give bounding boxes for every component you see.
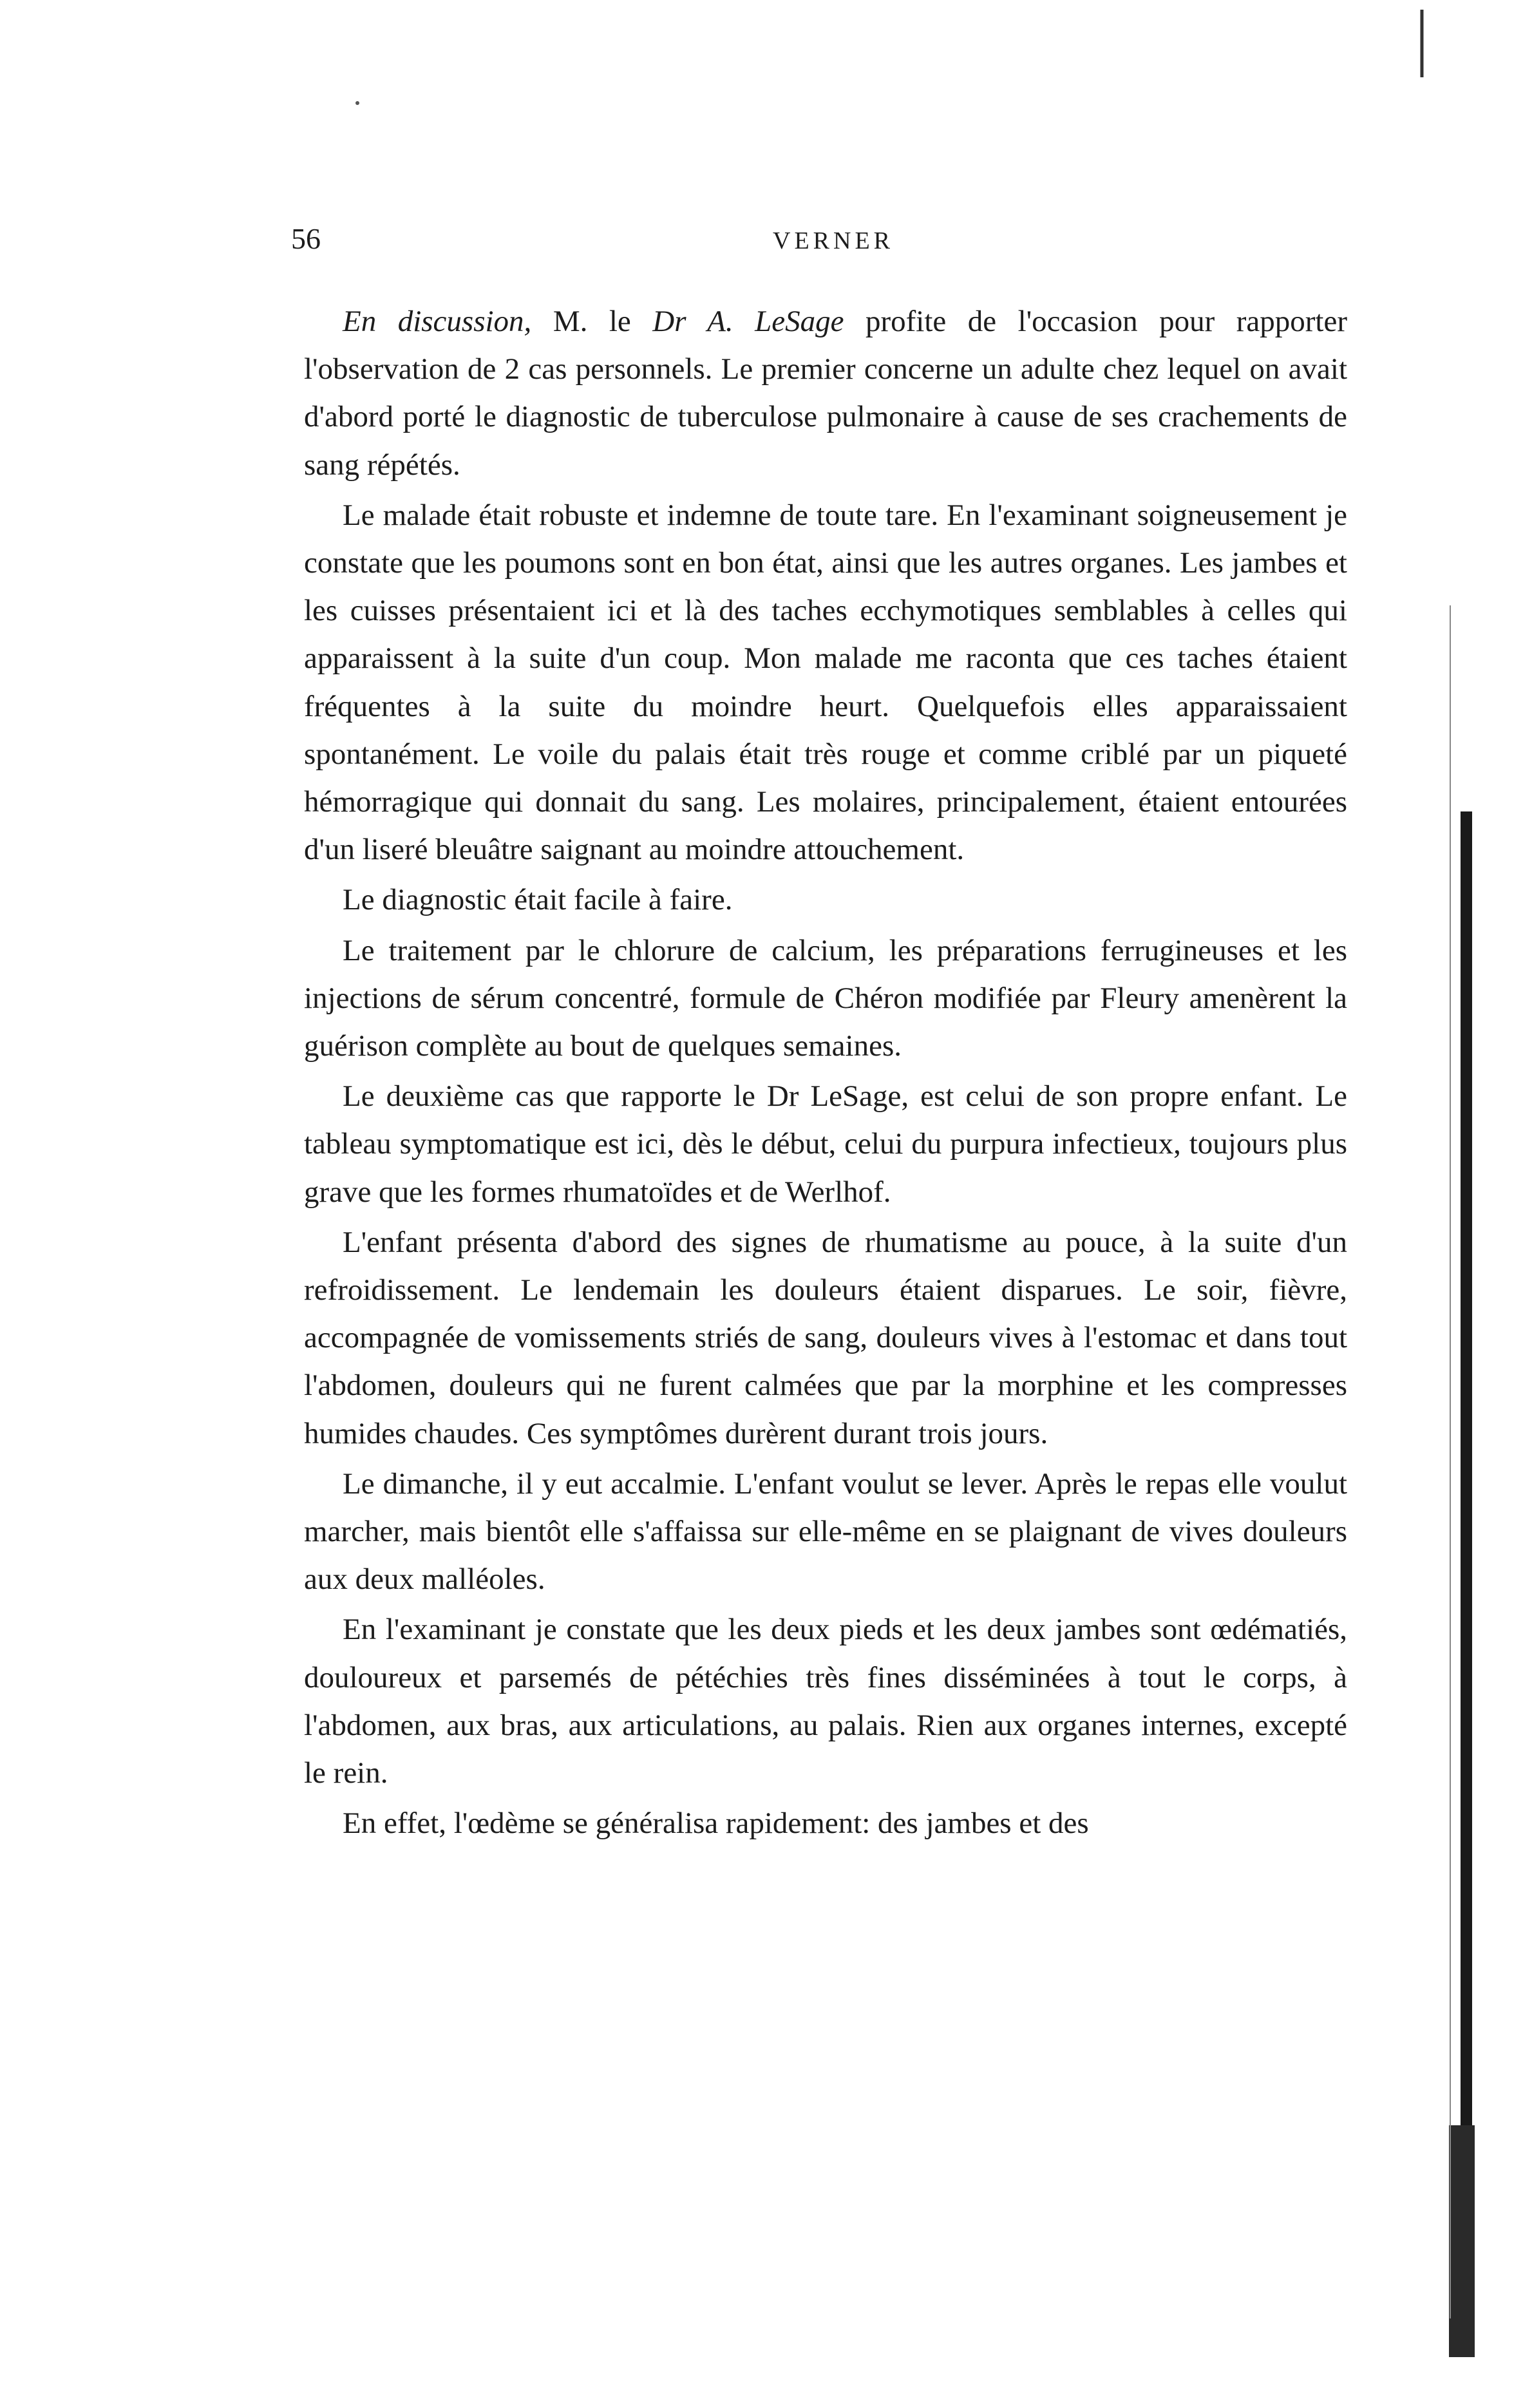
running-head: VERNER	[773, 227, 894, 254]
discussion-doctor: Dr A. LeSage	[652, 305, 844, 338]
discussion-intro: En discussion,	[343, 305, 532, 338]
paragraph-4: Le deuxième cas que rapporte le Dr LeSage, est celui de son propre enfant. Le tableau symptomatique est ici, dès le début, celui du purpura infectieux, toujours plus grave que les formes rhumatoïdes et de Werlhof.	[304, 1079, 1347, 1209]
paragraph-5: L'enfant présenta d'abord des signes de rhumatisme au pouce, à la suite d'un refroidissement. Le lendemain les douleurs étaient disparues. Le soir, fièvre, accompagnée de vomissements striés de sang, douleurs vives à l'estomac et dans tout l'abdomen, douleurs qui ne furent calmées que par la morphine et les compresses humides chaudes. Ces symptômes durèrent durant trois jours.	[304, 1225, 1347, 1450]
discussion-text: profite de l'occasion pour rapporter l'observation de 2 cas personnels. Le premier concerne un adulte chez lequel on avait d'abord porté le diagnostic de tuberculose pulmonaire à cause de ses crachements de sang répétés.	[304, 305, 1347, 482]
body-text	[304, 298, 1347, 1848]
paragraph-6: Le dimanche, il y eut accalmie. L'enfant voulut se lever. Après le repas elle voulut marcher, mais bientôt elle s'affaissa sur elle-même en se plaignant de vives douleurs aux deux malléoles.	[304, 1466, 1347, 1597]
binding-shadow	[1461, 811, 1472, 2357]
paragraph-7: En l'examinant je constate que les deux pieds et les deux jambes sont œdématiés, douloureux et parsemés de pétéchies très fines disséminées à tout le corps, à l'abdomen, aux bras, aux articulations, au palais. Rien aux organes internes, excepté le rein.	[304, 1613, 1347, 1790]
discussion-paragraph	[304, 298, 1347, 489]
paragraph-3: Le traitement par le chlorure de calcium, les préparations ferrugineuses et les injections de sérum concentré, formule de Chéron modifiée par Fleury amenèrent la guérison complète au bout de quelques semaines.	[304, 933, 1347, 1063]
discussion-speaker: M. le	[531, 305, 653, 338]
binding-shadow-lower	[1449, 2125, 1475, 2357]
paragraph-1: Le malade était robuste et indemne de toute tare. En l'examinant soigneusement je constate que les poumons sont en bon état, ainsi que les autres organes. Les jambes et les cuisses présentaient ici et là des taches ecchymotiques semblables à celles qui apparaissent à la suite d'un coup. Mon malade me raconta que ces taches étaient fréquentes à la suite du moindre heurt. Quelquefois elles apparaissaient spontanément. Le voile du palais était très rouge et comme criblé par un piqueté hémorragique qui donnait du sang. Les molaires, principalement, étaient entourées d'un liseré bleuâtre saignant au moindre attouchement.	[304, 498, 1347, 867]
page-number: 56	[291, 222, 321, 255]
paragraph-2: Le diagnostic était facile à faire.	[343, 883, 733, 917]
scan-dot	[355, 101, 359, 105]
paragraph-8: En effet, l'œdème se généralisa rapidement: des jambes et des	[343, 1806, 1089, 1841]
